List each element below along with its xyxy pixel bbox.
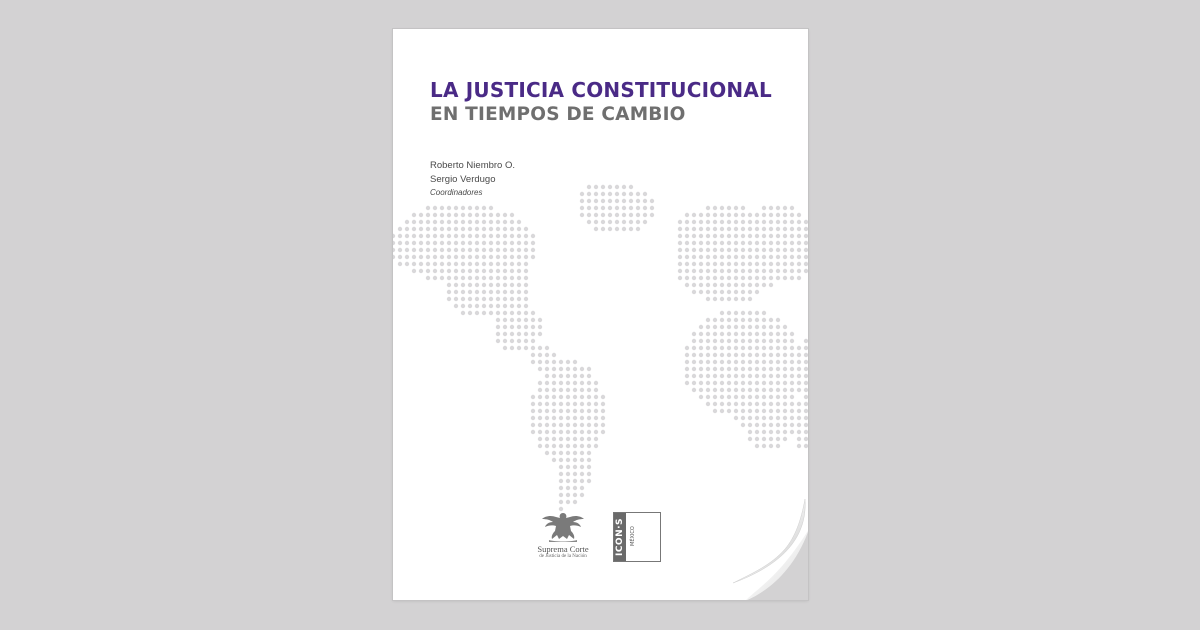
- scjn-eagle-emblem-icon: [541, 509, 585, 543]
- book-cover: [393, 29, 808, 600]
- icons-logo-country: MÉXICO: [630, 526, 636, 546]
- icons-logo-icon: [613, 512, 661, 562]
- icons-logo-name: ICON·S: [615, 517, 625, 557]
- author-1: Roberto Niembro O.: [430, 160, 516, 171]
- scjn-name: Suprema Corte: [537, 544, 589, 554]
- authors-role: Coordinadores: [430, 188, 483, 197]
- page-curl-icon: [709, 499, 808, 600]
- book-title-line-2: EN TIEMPOS DE CAMBIO: [430, 104, 686, 125]
- book-title-line-1: LA JUSTICIA CONSTITUCIONAL: [430, 78, 772, 102]
- scjn-subtitle: de Justicia de la Nación: [539, 554, 587, 559]
- scjn-logo: [533, 509, 593, 567]
- author-2: Sergio Verdugo: [430, 174, 496, 185]
